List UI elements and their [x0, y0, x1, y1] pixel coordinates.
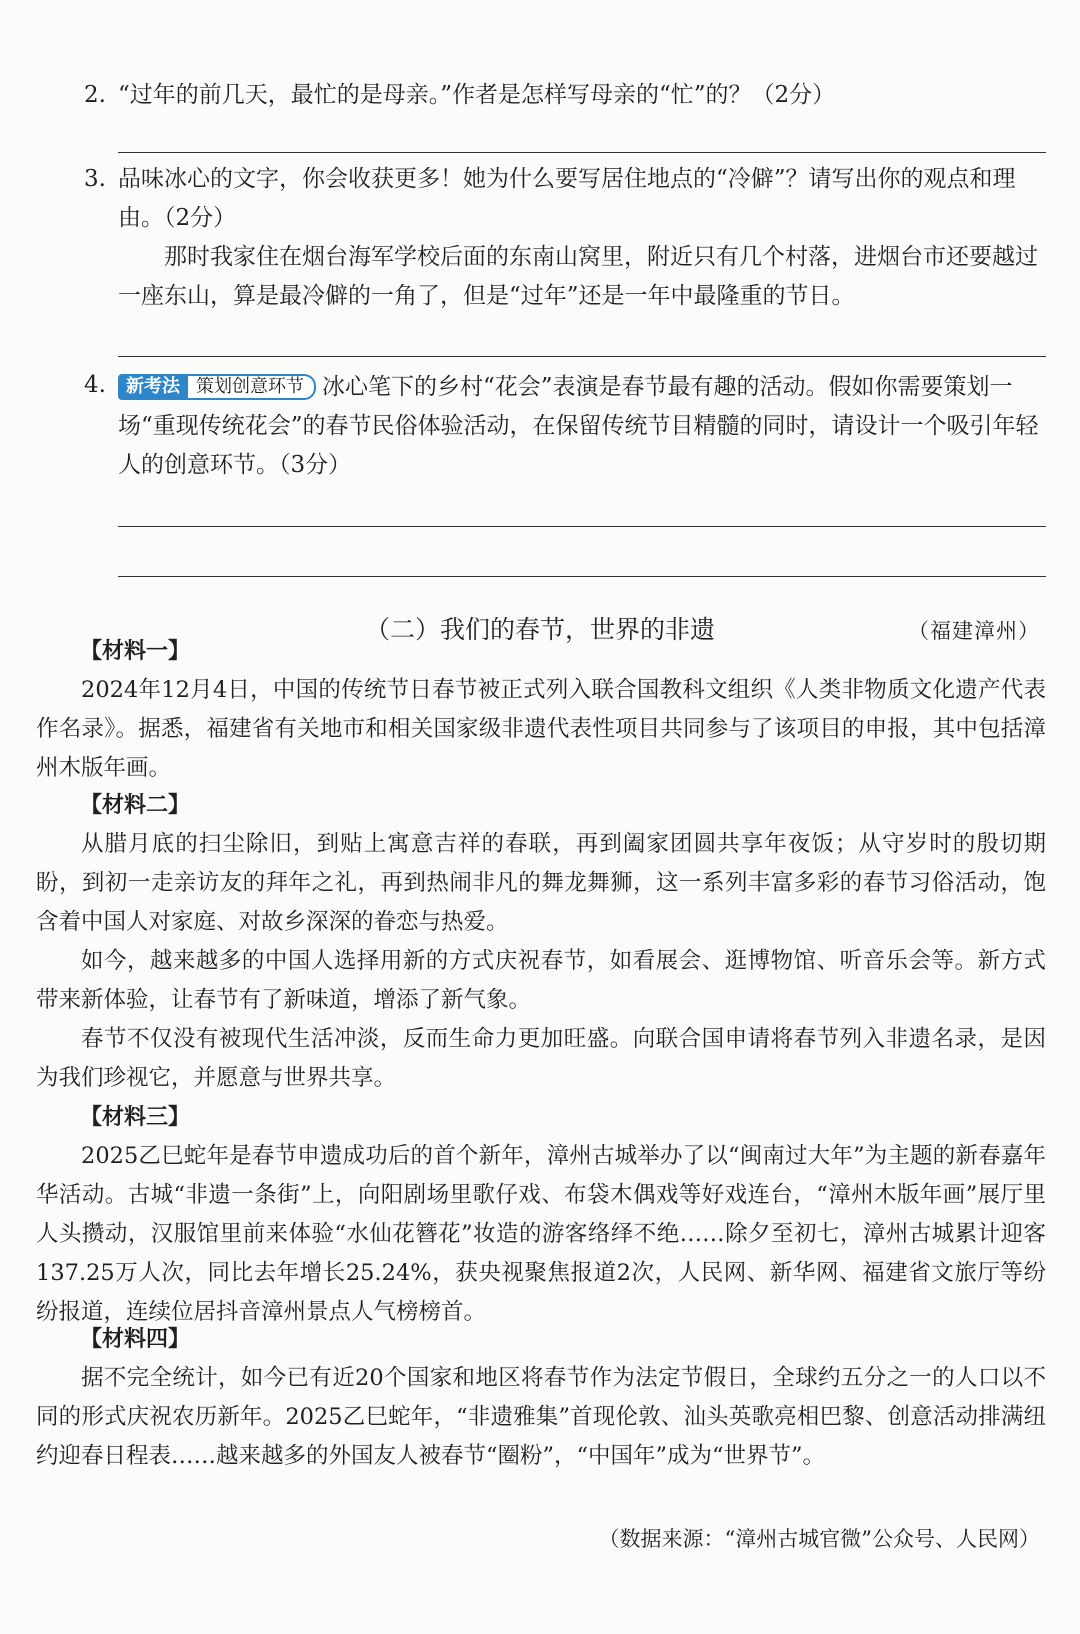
answer-line[interactable]: [118, 356, 1046, 357]
tag-new-method: 新考法: [118, 374, 188, 400]
section-region: （福建漳州）: [908, 619, 1040, 643]
material-heading: 【材料四】: [80, 1327, 191, 1352]
material-heading: 【材料一】: [80, 639, 191, 664]
material-2: [36, 786, 1046, 1098]
question-number: 2.: [84, 82, 106, 108]
material-paragraph: 如今，越来越多的中国人选择用新的方式庆祝春节，如看展会、逛博物馆、听音乐会等。新方式带来新体验，让春节有了新味道，增添了新气象。: [36, 948, 1046, 1013]
material-heading: 【材料三】: [80, 1105, 191, 1130]
material-paragraph: 春节不仅没有被现代生活冲淡，反而生命力更加旺盛。向联合国申请将春节列入非遗名录，是因为我们珍视它，并愿意与世界共享。: [36, 1026, 1046, 1091]
material-paragraph: 2025乙巳蛇年是春节申遗成功后的首个新年，漳州古城举办了以“闽南过大年”为主题的新春嘉年华活动。古城“非遗一条街”上，向阳剧场里歌仔戏、布袋木偶戏等好戏连台，“漳州木版年画”展厅里人头攒动，汉服馆里前来体验“水仙花簪花”妆造的游客络绎不绝……除夕至初七，漳州古城累计迎客137.25万人次，同比去年增长25.24%，获央视聚焦报道2次，人民网、新华网、福建省文旅厅等纷纷报道，连续位居抖音漳州景点人气榜榜首。: [36, 1143, 1046, 1325]
question-4: [84, 366, 1046, 485]
material-paragraph: 2024年12月4日，中国的传统节日春节被正式列入联合国教科文组织《人类非物质文化遗产代表作名录》。据悉，福建省有关地市和相关国家级非遗代表性项目共同参与了该项目的申报，其中包括漳州木版年画。: [36, 677, 1046, 781]
material-paragraph: 从腊月底的扫尘除旧，到贴上寓意吉祥的春联，再到阖家团圆共享年夜饭；从守岁时的殷切期盼，到初一走亲访友的拜年之礼，再到热闹非凡的舞龙舞狮，这一系列丰富多彩的春节习俗活动，饱含着中国人对家庭、对故乡深深的眷恋与热爱。: [36, 831, 1046, 935]
material-3: [36, 1098, 1046, 1332]
question-quote: 那时我家住在烟台海军学校后面的东南山窝里，附近只有几个村落，进烟台市还要越过一座东山，算是最冷僻的一角了，但是“过年”还是一年中最隆重的节日。: [118, 244, 1038, 309]
question-3: [84, 160, 1046, 316]
question-text: 品味冰心的文字，你会收获更多！她为什么要写居住地点的“冷僻”？请写出你的观点和理由。（2分）: [118, 166, 1016, 231]
material-1: [36, 632, 1046, 788]
material-4: [36, 1320, 1046, 1476]
material-heading: 【材料二】: [80, 793, 191, 818]
tag-topic: 策划创意环节: [188, 374, 316, 400]
question-number: 3.: [84, 166, 106, 192]
material-paragraph: 据不完全统计，如今已有近20个国家和地区将春节作为法定节假日，全球约五分之一的人口以不同的形式庆祝农历新年。2025乙巳蛇年，“非遗雅集”首现伦敦、汕头英歌亮相巴黎、创意活动排满纽约迎春日程表……越来越多的外国友人被春节“圈粉”，“中国年”成为“世界节”。: [36, 1365, 1046, 1469]
question-tag: [118, 366, 316, 405]
answer-line[interactable]: [118, 526, 1046, 527]
question-text-wrap: [118, 366, 1046, 485]
question-number: 4.: [84, 372, 106, 398]
section-title: （二）我们的春节，世界的非遗: [364, 615, 715, 644]
answer-line[interactable]: [118, 576, 1046, 577]
question-text: 冰心笔下的乡村“花会”表演是春节最有趣的活动。假如你需要策划一场“重现传统花会”的春节民俗体验活动，在保留传统节目精髓的同时，请设计一个吸引年轻人的创意环节。（3分）: [118, 374, 1039, 478]
question-text: “过年的前几天，最忙的是母亲。”作者是怎样写母亲的“忙”的？（2分）: [118, 82, 836, 108]
answer-line[interactable]: [118, 152, 1046, 153]
data-source: （数据来源：“漳州古城官微”公众号、人民网）: [598, 1527, 1040, 1551]
question-2: [84, 76, 1046, 115]
